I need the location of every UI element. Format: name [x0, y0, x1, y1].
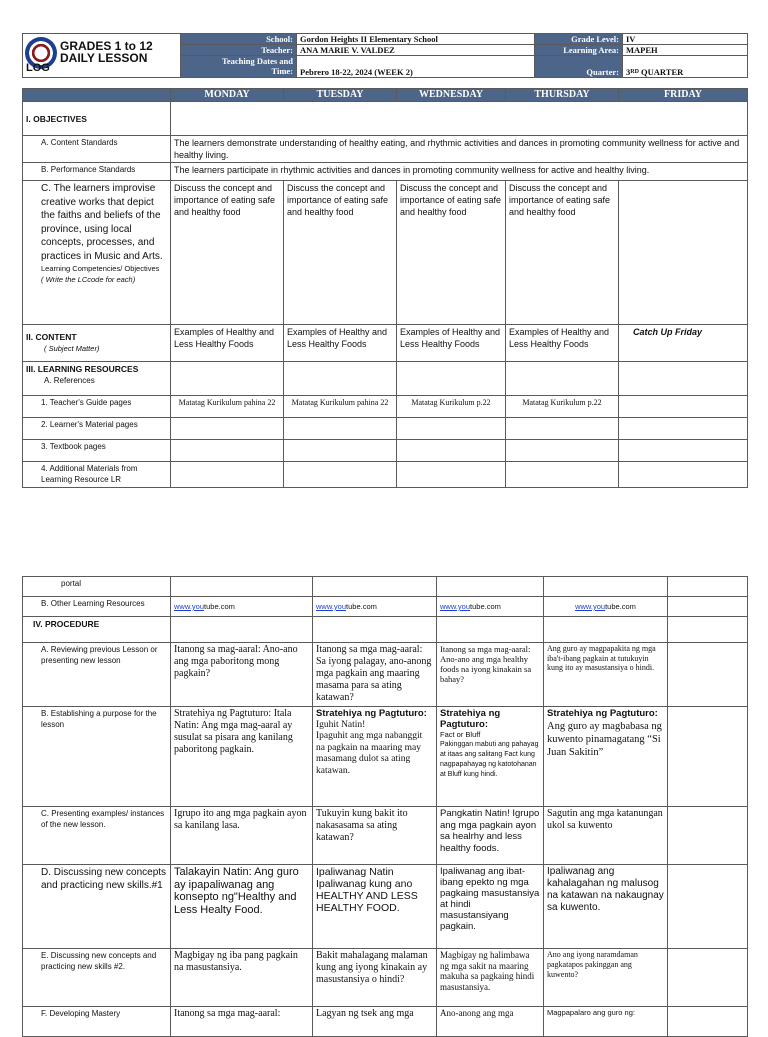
- quarter-value: [623, 56, 748, 78]
- quarter-suffix: RD: [630, 69, 639, 75]
- link-prefix: www.you: [575, 602, 606, 611]
- day-header-wednesday: WEDNESDAY: [397, 89, 506, 102]
- additional-materials-friday: [619, 462, 748, 488]
- purpose-tuesday: [313, 707, 437, 807]
- link-suffix: tube.com: [204, 602, 235, 611]
- textbook-label: 3. Textbook pages: [23, 440, 171, 462]
- competencies-text: C. The learners improvise creative works that depict the faiths and beliefs of the province, using local concepts, processes, and practices in Music and Arts.: [41, 183, 163, 262]
- purpose-tuesday-head: Stratehiya ng Pagtuturo:: [316, 708, 427, 719]
- textbook-monday: [171, 440, 284, 462]
- learners-material-wednesday: [397, 418, 506, 440]
- lesson-table-page1: [22, 88, 748, 488]
- additional-materials-cont-tuesday: [313, 577, 437, 597]
- reviewing-lesson-label: A. Reviewing previous Lesson or presenting new lesson: [23, 643, 171, 707]
- learners-material-monday: [171, 418, 284, 440]
- discussing-2-friday: [668, 949, 748, 1007]
- additional-materials-thursday: [506, 462, 619, 488]
- other-resources-thursday: [544, 597, 668, 617]
- performance-standards-label: B. Performance Standards: [23, 163, 171, 181]
- additional-materials-cont-monday: [171, 577, 313, 597]
- other-resources-friday: [668, 597, 748, 617]
- quarter-label: Quarter:: [535, 56, 623, 78]
- teachers-guide-thursday: Matatag Kurikulum p.22: [506, 396, 619, 418]
- grade-value: IV: [623, 34, 748, 45]
- logo-title-line3: LOG: [26, 62, 50, 74]
- procedure-blank-monday: [171, 617, 313, 643]
- additional-materials-cont-friday: [668, 577, 748, 597]
- learners-material-friday: [619, 418, 748, 440]
- discussing-2-wednesday: Magbigay ng halimbawa ng mga sakit na maaring makuha sa pagkaing hindi masustansiya.: [437, 949, 544, 1007]
- other-resources-tuesday: [313, 597, 437, 617]
- resources-title: III. LEARNING RESOURCES: [26, 364, 139, 374]
- teacher-value: ANA MARIE V. VALDEZ: [297, 45, 535, 56]
- content-thursday: Examples of Healthy and Less Healthy Foods: [506, 325, 619, 362]
- procedure-heading: IV. PROCEDURE: [23, 617, 171, 643]
- objectives-heading: I. OBJECTIVES: [23, 102, 171, 136]
- discussing-concepts-1-label: D. Discussing new concepts and practicing new skills.#1: [23, 865, 171, 949]
- competency-monday: Discuss the concept and importance of eating safe and healthy food: [171, 181, 284, 325]
- reviewing-friday: [668, 643, 748, 707]
- discussing-1-friday: [668, 865, 748, 949]
- area-value: MAPEH: [623, 45, 748, 56]
- day-header-monday: MONDAY: [171, 89, 284, 102]
- references-thursday: [506, 362, 619, 396]
- dll-page-1: [22, 88, 747, 488]
- teacher-label: Teacher:: [181, 45, 297, 56]
- references-tuesday: [284, 362, 397, 396]
- youtube-link-wednesday[interactable]: [440, 602, 470, 611]
- content-standards-label: A. Content Standards: [23, 136, 171, 163]
- purpose-thursday-line1: Ang guro ay magbabasa ng kuwento pinamagatang “Si Juan Sakitin”: [547, 721, 662, 758]
- competencies-note: ( Write the LCcode for each): [41, 275, 136, 284]
- content-monday: Examples of Healthy and Less Healthy Foods: [171, 325, 284, 362]
- discussing-1-thursday: Ipaliwanag ang kahalagahan ng malusog na katawan na nakaugnay sa kuwento.: [544, 865, 668, 949]
- teachers-guide-label: 1. Teacher's Guide pages: [23, 396, 171, 418]
- objectives-blank: [171, 102, 748, 136]
- additional-materials-cont-thursday: [544, 577, 668, 597]
- quarter-text: QUARTER: [641, 67, 684, 77]
- link-prefix: www.you: [174, 602, 205, 611]
- textbook-wednesday: [397, 440, 506, 462]
- content-standards-text: The learners demonstrate understanding of healthy eating, and rhythmic activities and dances in promoting community wellness for active and healthy living.: [171, 136, 748, 163]
- mastery-friday: [668, 1007, 748, 1037]
- logo-title-line1: GRADES 1 to 12: [60, 39, 153, 53]
- header-table: [22, 33, 748, 78]
- discussing-2-thursday: Ano ang iyong naramdaman pagkatapos pakinggan ang kuwento?: [544, 949, 668, 1007]
- mastery-wednesday: Ano-anong ang mga: [437, 1007, 544, 1037]
- grade-label: Grade Level:: [535, 34, 623, 45]
- content-title: II. CONTENT: [26, 332, 77, 342]
- youtube-link-tuesday[interactable]: [316, 602, 346, 611]
- textbook-friday: [619, 440, 748, 462]
- additional-materials-label-cont: portal: [23, 577, 171, 597]
- link-suffix: tube.com: [605, 602, 636, 611]
- day-header-thursday: THURSDAY: [506, 89, 619, 102]
- discussing-1-wednesday: Ipaliwanag ang ibat-ibang epekto ng mga pagkaing masustansiya at hindi masustansiyang pagkain.: [437, 865, 544, 949]
- competency-friday: [619, 181, 748, 325]
- learners-material-tuesday: [284, 418, 397, 440]
- purpose-tuesday-line1: Iguhit Natin!: [316, 719, 366, 730]
- references-monday: [171, 362, 284, 396]
- content-subtitle: ( Subject Matter): [44, 344, 100, 353]
- procedure-blank-thursday: [544, 617, 668, 643]
- procedure-blank-friday: [668, 617, 748, 643]
- additional-materials-cont-wednesday: [437, 577, 544, 597]
- purpose-monday: Stratehiya ng Pagtuturo: Itala Natin: Ang mga mag-aaral ay susulat sa pisara ang kanilang paboritong pagkain.: [171, 707, 313, 807]
- other-resources-wednesday: [437, 597, 544, 617]
- references-wednesday: [397, 362, 506, 396]
- link-prefix: www.you: [440, 602, 471, 611]
- day-header-friday: FRIDAY: [619, 89, 748, 102]
- purpose-wednesday-head: Stratehiya ng Pagtuturo:: [440, 708, 501, 730]
- learners-material-thursday: [506, 418, 619, 440]
- day-header-blank: [23, 89, 171, 102]
- purpose-tuesday-line2: Ipaguhit ang mga nabanggit na pagkain na maaring may masamang dulot sa ating katawan.: [316, 731, 423, 776]
- dates-label-line2: Time:: [271, 66, 293, 76]
- learners-material-label: 2. Learner's Material pages: [23, 418, 171, 440]
- mastery-monday: Itanong sa mga mag-aaral:: [171, 1007, 313, 1037]
- dates-value: Pebrero 18-22, 2024 (WEEK 2): [297, 56, 535, 78]
- establishing-purpose-label: B. Establishing a purpose for the lesson: [23, 707, 171, 807]
- dates-label: [181, 56, 297, 78]
- discussing-2-tuesday: Bakit mahalagang malaman kung ang iyong kinakain ay masustansiya o hindi?: [313, 949, 437, 1007]
- area-label: Learning Area:: [535, 45, 623, 56]
- content-tuesday: Examples of Healthy and Less Healthy Foods: [284, 325, 397, 362]
- examples-monday: Igrupo ito ang mga pagkain ayon sa kanilang lasa.: [171, 807, 313, 865]
- teachers-guide-monday: Matatag Kurikulum pahina 22: [171, 396, 284, 418]
- textbook-thursday: [506, 440, 619, 462]
- developing-mastery-label: F. Developing Mastery: [23, 1007, 171, 1037]
- purpose-wednesday-line1: Fact or Bluff: [440, 730, 481, 739]
- reviewing-wednesday: Itanong sa mga mag-aaral: Ano-ano ang mga healthy foods na iyong kinakain sa bahay?: [437, 643, 544, 707]
- competencies-label: [23, 181, 171, 325]
- other-resources-label: B. Other Learning Resources: [23, 597, 171, 617]
- youtube-link-thursday[interactable]: [575, 602, 605, 611]
- lesson-table-page2: [22, 576, 748, 1037]
- examples-tuesday: Tukuyin kung bakit ito nakasasama sa ating katawan?: [313, 807, 437, 865]
- discussing-concepts-2-label: E. Discussing new concepts and practicing new skills #2.: [23, 949, 171, 1007]
- purpose-wednesday-line2: Pakinggan mabuti ang pahayag at itaas ang salitang Fact kung nagpapahayag ng katotohanan at Bluff kung hindi.: [440, 741, 539, 778]
- school-value: Gordon Heights II Elementary School: [297, 34, 535, 45]
- reviewing-monday: Itanong sa mag-aaral: Ano-ano ang mga paboritong mong pagkain?: [171, 643, 313, 707]
- reviewing-tuesday: Itanong sa mga mag-aaral: Sa iyong palagay, ano-anong mga pagkain ang maaring masama para sa ating katawan?: [313, 643, 437, 707]
- mastery-thursday: Magpapalaro ang guro ng:: [544, 1007, 668, 1037]
- procedure-blank-tuesday: [313, 617, 437, 643]
- textbook-tuesday: [284, 440, 397, 462]
- competencies-small: Learning Competencies/ Objectives: [41, 264, 160, 273]
- additional-materials-wednesday: [397, 462, 506, 488]
- dll-header-block: [22, 33, 747, 78]
- quarter-number: 3: [626, 67, 631, 77]
- purpose-wednesday: [437, 707, 544, 807]
- teachers-guide-wednesday: Matatag Kurikulum p.22: [397, 396, 506, 418]
- link-suffix: tube.com: [470, 602, 501, 611]
- logo-title-line2: DAILY LESSON: [60, 51, 148, 65]
- link-prefix: www.you: [316, 602, 347, 611]
- dll-page-2: [22, 576, 747, 1037]
- purpose-thursday-head: Stratehiya ng Pagtuturo:: [547, 708, 658, 719]
- link-suffix: tube.com: [346, 602, 377, 611]
- logo-cell: [23, 34, 181, 78]
- presenting-examples-label: C. Presenting examples/ instances of the new lesson.: [23, 807, 171, 865]
- discussing-2-monday: Magbigay ng iba pang pagkain na masustansiya.: [171, 949, 313, 1007]
- competency-wednesday: Discuss the concept and importance of eating safe and healthy food: [397, 181, 506, 325]
- purpose-thursday: [544, 707, 668, 807]
- additional-materials-tuesday: [284, 462, 397, 488]
- content-friday: Catch Up Friday: [619, 325, 748, 362]
- dates-label-line1: Teaching Dates and: [221, 56, 293, 66]
- procedure-blank-wednesday: [437, 617, 544, 643]
- teachers-guide-friday: [619, 396, 748, 418]
- examples-wednesday: Pangkatin Natin! Igrupo ang mga pagkain ayon sa healrhy and less healthy foods.: [437, 807, 544, 865]
- content-heading: [23, 325, 171, 362]
- examples-thursday: Sagutin ang mga katanungan ukol sa kuwento: [544, 807, 668, 865]
- additional-materials-monday: [171, 462, 284, 488]
- content-wednesday: Examples of Healthy and Less Healthy Foods: [397, 325, 506, 362]
- examples-friday: [668, 807, 748, 865]
- competency-thursday: Discuss the concept and importance of eating safe and healthy food: [506, 181, 619, 325]
- references-friday: [619, 362, 748, 396]
- teachers-guide-tuesday: Matatag Kurikulum pahina 22: [284, 396, 397, 418]
- discussing-1-monday: Talakayin Natin: Ang guro ay ipapaliwanag ang konsepto ng"Healthy and Less Healty Food.: [171, 865, 313, 949]
- performance-standards-text: The learners participate in rhythmic activities and dances in promoting community wellness for active and healthy living.: [171, 163, 748, 181]
- references-label: A. References: [44, 376, 95, 385]
- mastery-tuesday: Lagyan ng tsek ang mga: [313, 1007, 437, 1037]
- day-header-tuesday: TUESDAY: [284, 89, 397, 102]
- purpose-friday: [668, 707, 748, 807]
- additional-materials-label: 4. Additional Materials from Learning Resource LR: [23, 462, 171, 488]
- competency-tuesday: Discuss the concept and importance of eating safe and healthy food: [284, 181, 397, 325]
- youtube-link-monday[interactable]: [174, 602, 204, 611]
- resources-heading: [23, 362, 171, 396]
- school-label: School:: [181, 34, 297, 45]
- reviewing-thursday: Ang guro ay magpapakita ng mga iba't-ibang pagkain at tutukuyin kung ito ay masustansiya o hindi.: [544, 643, 668, 707]
- discussing-1-tuesday: Ipaliwanag Natin Ipaliwanag kung ano HEALTHY AND LESS HEALTHY FOOD.: [313, 865, 437, 949]
- other-resources-monday: [171, 597, 313, 617]
